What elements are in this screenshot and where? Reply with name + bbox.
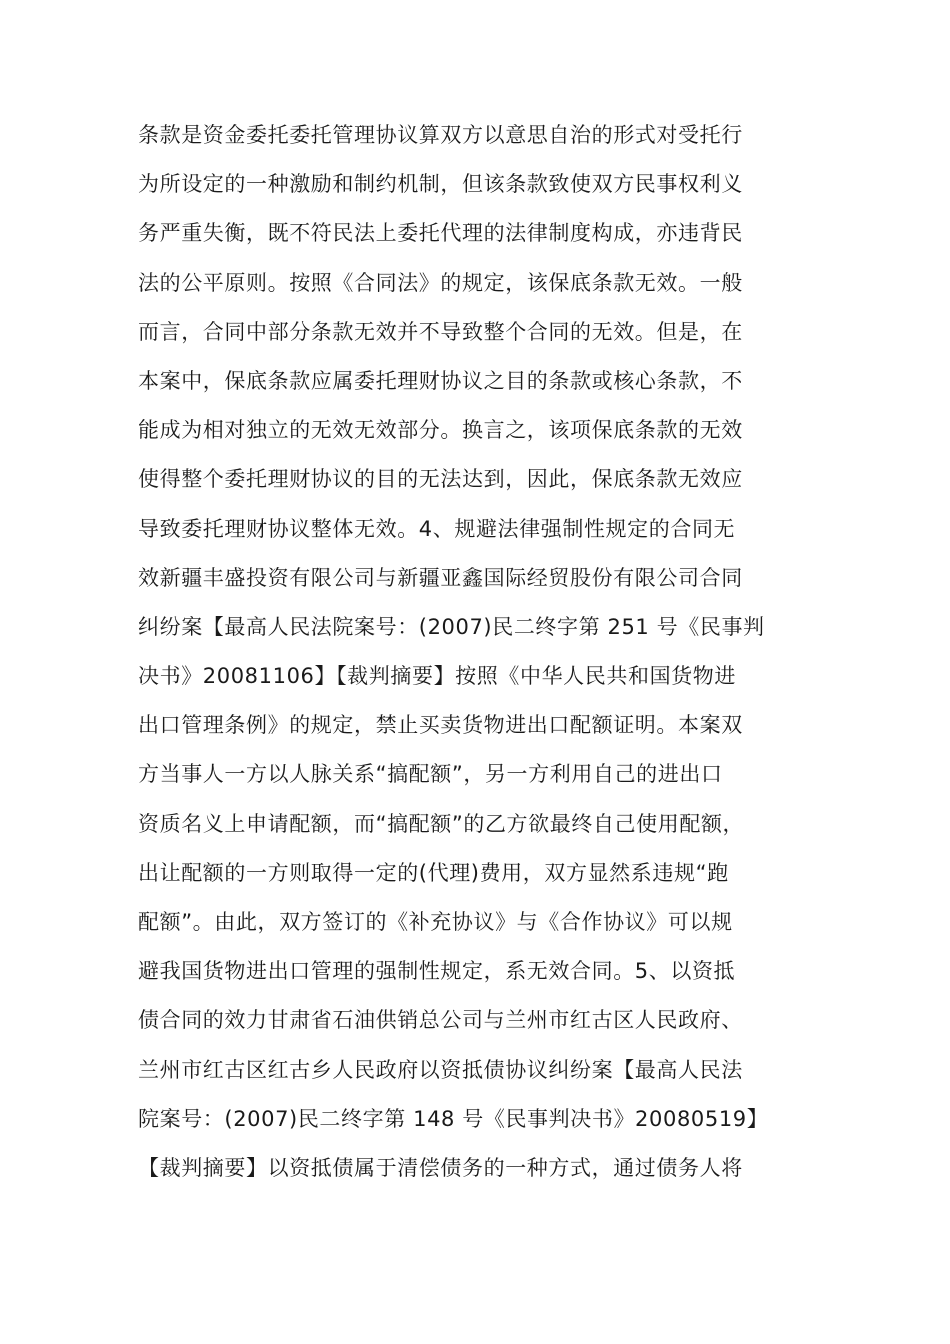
text-line: 债合同的效力甘肃省石油供销总公司与兰州市红古区人民政府、 (138, 1008, 743, 1033)
text-line: 能成为相对独立的无效无效部分。换言之，该项保底条款的无效 (138, 418, 743, 443)
text-line: 使得整个委托理财协议的目的无法达到，因此，保底条款无效应 (138, 467, 743, 492)
text-line: 出口管理条例》的规定，禁止买卖货物进出口配额证明。本案双 (138, 713, 743, 738)
text-line: 避我国货物进出口管理的强制性规定，系无效合同。5、以资抵 (138, 959, 736, 984)
text-line: 方当事人一方以人脉关系“搞配额”，另一方利用自己的进出口 (138, 762, 723, 787)
text-line: 法的公平原则。按照《合同法》的规定，该保底条款无效。一般 (138, 270, 743, 295)
text-line: 而言，合同中部分条款无效并不导致整个合同的无效。但是，在 (138, 319, 743, 344)
text-line: 纠纷案【最高人民法院案号：(2007)民二终字第 251 号《民事判 (138, 614, 765, 639)
text-line: 决书》20081106】【裁判摘要】按照《中华人民共和国货物进 (138, 664, 736, 689)
text-line: 【裁判摘要】以资抵债属于清偿债务的一种方式，通过债务人将 (138, 1155, 743, 1180)
text-line: 条款是资金委托委托管理协议算双方以意思自治的形式对受托行 (138, 123, 743, 147)
text-line: 导致委托理财协议整体无效。4、规避法律强制性规定的合同无 (138, 516, 736, 541)
text-line: 效新疆丰盛投资有限公司与新疆亚鑫国际经贸股份有限公司合同 (138, 565, 743, 590)
text-line: 为所设定的一种激励和制约机制，但该条款致使双方民事权利义 (138, 172, 743, 197)
body-text (138, 111, 818, 1193)
text-line: 兰州市红古区红古乡人民政府以资抵债协议纠纷案【最高人民法 (138, 1057, 743, 1082)
text-line: 出让配额的一方则取得一定的(代理)费用，双方显然系违规“跑 (138, 860, 729, 885)
text-line: 务严重失衡，既不符民法上委托代理的法律制度构成，亦违背民 (138, 221, 743, 246)
text-line: 资质名义上申请配额，而“搞配额”的乙方欲最终自己使用配额， (138, 811, 745, 836)
text-line: 配额”。由此，双方签订的《补充协议》与《合作协议》可以规 (138, 910, 733, 934)
text-line: 本案中，保底条款应属委托理财协议之目的条款或核心条款，不 (138, 368, 743, 393)
text-line: 院案号：(2007)民二终字第 148 号《民事判决书》20080519】 (138, 1106, 769, 1131)
